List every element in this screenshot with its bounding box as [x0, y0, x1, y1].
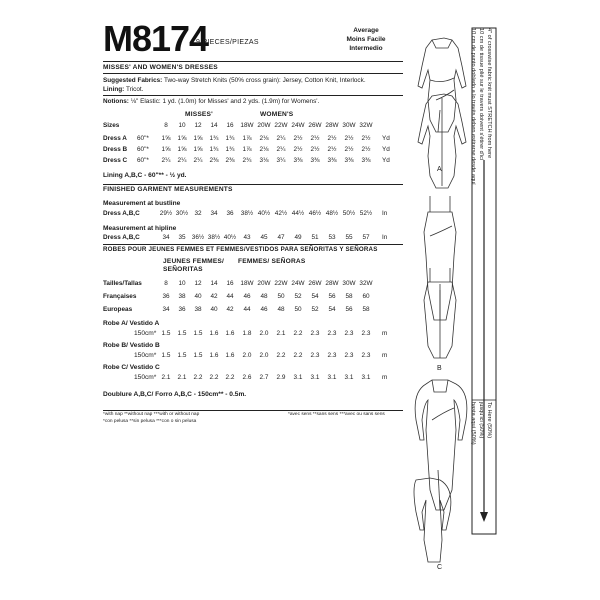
stretch-end-en: To Here (50%) [486, 402, 492, 439]
table-cell: 3⅛ [259, 157, 269, 164]
table-cell: 16 [226, 122, 234, 129]
table-cell: 18W [240, 122, 254, 129]
table-cell: 34 [162, 306, 170, 313]
unit-label: m [382, 374, 388, 381]
view-c-label-text: C [437, 564, 443, 571]
lining-text: Tricot. [125, 86, 144, 93]
misses-heading: MISSES' [185, 111, 213, 118]
footnote-es: *con pelusa **sin pelusa ***con o sin pelusa [103, 419, 197, 424]
table-cell: 52½ [359, 210, 373, 217]
table-cell: 1⅝ [161, 146, 171, 153]
table-cell: 1.5 [193, 352, 203, 359]
view-c-front-drawing [415, 380, 467, 510]
stretch-text-es: 10 cm de punto doblado a lo travès deben estirarse desde aquí [470, 28, 476, 185]
table-cell: 2½ [293, 146, 303, 153]
table-cell: 28W [325, 122, 339, 129]
table-cell: 3⅜ [344, 157, 354, 164]
table-cell: 2.3 [361, 352, 371, 359]
stretch-text-fr: 10 cm de tissue plié sur le travers doivent s'étirer d'ici [478, 28, 484, 161]
table-cell: 1.6 [209, 330, 219, 337]
table-cell: 60 [362, 293, 370, 300]
table-cell: 2.3 [327, 330, 337, 337]
table-cell: 12 [194, 122, 202, 129]
table-cell: 2½ [344, 135, 354, 142]
table-cell: 2¼ [161, 157, 171, 164]
table-cell: 1⅝ [177, 135, 187, 142]
table-cell: 50½ [342, 210, 356, 217]
stretch-end-es: hasta aquí (50%) [470, 402, 476, 445]
table-cell: 2½ [361, 146, 371, 153]
table-cell: 48 [277, 306, 285, 313]
robe-heading: Robe A/ Vestido A [103, 320, 160, 327]
table-cell: 2.1 [161, 374, 171, 381]
row-label: Dress A,B,C [103, 234, 140, 241]
womens-heading: WOMEN'S [260, 111, 294, 118]
table-cell: 2.2 [276, 352, 286, 359]
fabric-width: 150cm* [134, 374, 157, 381]
table-cell: 14 [210, 122, 218, 129]
table-cell: 2½ [293, 135, 303, 142]
table-cell: 2⅜ [209, 157, 219, 164]
table-cell: 1.5 [177, 352, 187, 359]
table-cell: 55 [345, 234, 353, 241]
table-cell: 22W [274, 122, 288, 129]
table-cell: 40½ [257, 210, 271, 217]
table-cell: 2.0 [259, 330, 269, 337]
robe-heading: Robe B/ Vestido B [103, 342, 160, 349]
table-cell: 46 [243, 293, 251, 300]
table-cell: 3⅜ [293, 157, 303, 164]
table-cell: 58 [345, 293, 353, 300]
suggested-fabrics-label: Suggested Fabrics: [103, 77, 163, 84]
table-cell: 36 [162, 293, 170, 300]
table-cell: 56 [345, 306, 353, 313]
table-cell: 2½ [361, 135, 371, 142]
stretch-end-fr: jusqu'ici (50%) [478, 402, 484, 439]
table-cell: 36½ [191, 234, 205, 241]
pattern-title: MISSES' AND WOMEN'S DRESSES [103, 64, 218, 71]
jeunes-femmes-heading: JEUNES FEMMES/ [163, 258, 225, 265]
table-cell: 1¾ [225, 146, 235, 153]
table-cell: 43 [243, 234, 251, 241]
senoritas-heading: SEÑORITAS [163, 266, 203, 273]
table-cell: 30W [342, 280, 356, 287]
table-cell: 45 [260, 234, 268, 241]
table-cell: 10 [178, 122, 186, 129]
table-cell: 24W [291, 280, 305, 287]
table-cell: 1⅝ [161, 135, 171, 142]
view-b-back-drawing [424, 268, 456, 358]
footnote-fr: *avec sens **sans sens ***avec ou sans sens [288, 412, 385, 417]
table-cell: 3⅜ [361, 157, 371, 164]
table-cell: 40 [194, 293, 202, 300]
view-b-label-text: B [437, 365, 442, 372]
table-cell: 46½ [308, 210, 322, 217]
table-cell: 38½ [240, 210, 254, 217]
table-cell: 3.1 [310, 374, 320, 381]
notions-label: Notions: [103, 98, 129, 105]
unit-label: m [382, 352, 388, 359]
table-cell: 3.1 [361, 374, 371, 381]
table-cell: 1.6 [225, 352, 235, 359]
table-cell: 34 [210, 210, 218, 217]
table-cell: 1⅝ [177, 146, 187, 153]
table-cell: 40½ [223, 234, 237, 241]
table-cell: 2.7 [259, 374, 269, 381]
table-cell: 47 [277, 234, 285, 241]
pattern-number: M8174 [103, 18, 209, 59]
table-cell: 1.5 [161, 330, 171, 337]
table-cell: 52 [311, 306, 319, 313]
table-cell: 51 [311, 234, 319, 241]
view-a-back-drawing [418, 94, 466, 188]
difficulty-es: Intermedio [349, 45, 383, 52]
difficulty-en: Average [353, 27, 379, 34]
table-cell: 42 [210, 293, 218, 300]
table-cell: 48 [260, 293, 268, 300]
table-cell: 1.5 [161, 352, 171, 359]
table-cell: 2.6 [242, 374, 252, 381]
hip-heading: Measurement at hipline [103, 225, 177, 232]
table-cell: 1⅞ [242, 146, 252, 153]
table-cell: 2¼ [276, 146, 286, 153]
table-cell: 38½ [207, 234, 221, 241]
lining-yardage: Lining A,B,C - 60"** - ½ yd. [103, 172, 187, 179]
table-cell: 1¾ [209, 146, 219, 153]
table-cell: 2½ [310, 146, 320, 153]
table-cell: 2½ [310, 135, 320, 142]
table-cell: 30W [342, 122, 356, 129]
table-cell: 2.1 [177, 374, 187, 381]
table-cell: 2.3 [327, 352, 337, 359]
table-cell: 14 [210, 280, 218, 287]
table-cell: 1.5 [193, 330, 203, 337]
table-cell: 32W [359, 122, 373, 129]
table-cell: 2.2 [293, 352, 303, 359]
table-cell: 2½ [327, 146, 337, 153]
table-cell: 2¼ [193, 157, 203, 164]
table-cell: 18W [240, 280, 254, 287]
fabric-width: 60"* [137, 157, 149, 164]
table-cell: 48½ [325, 210, 339, 217]
fabric-width: 150cm* [134, 330, 157, 337]
table-cell: 57 [362, 234, 370, 241]
table-cell: 3⅜ [327, 157, 337, 164]
table-cell: 16 [226, 280, 234, 287]
unit-label: In [382, 210, 388, 217]
table-cell: 56 [328, 293, 336, 300]
table-cell: 46 [260, 306, 268, 313]
table-cell: 35 [178, 234, 186, 241]
table-cell: 49 [294, 234, 302, 241]
bust-heading: Measurement at bustline [103, 200, 181, 207]
table-cell: 20W [257, 280, 271, 287]
table-cell: 1⅞ [242, 135, 252, 142]
robe-heading: Robe C/ Vestido C [103, 364, 160, 371]
unit-label: Yd [382, 146, 390, 153]
row-label: Dress A [103, 135, 127, 142]
table-cell: 1.5 [177, 330, 187, 337]
table-cell: 2½ [327, 135, 337, 142]
table-cell: 8 [164, 122, 168, 129]
table-cell: 1¾ [225, 135, 235, 142]
row-label: Tailles/Tallas [103, 280, 142, 287]
unit-label: m [382, 330, 388, 337]
table-cell: 40 [210, 306, 218, 313]
table-cell: 2½ [344, 146, 354, 153]
table-cell: 32W [359, 280, 373, 287]
notions-text: ⅛" Elastic: 1 yd. (1.0m) for Misses' and 2 yds. (1.9m) for Womens'. [130, 98, 320, 105]
table-cell: 36 [226, 210, 234, 217]
table-cell: 2.3 [310, 330, 320, 337]
table-cell: 32 [194, 210, 202, 217]
table-cell: 1⅝ [193, 135, 203, 142]
row-label: Europeas [103, 306, 133, 313]
table-cell: 10 [178, 280, 186, 287]
view-c-back-drawing [414, 478, 451, 562]
table-cell: 54 [311, 293, 319, 300]
table-cell: 2.3 [344, 352, 354, 359]
table-cell: 2.0 [242, 352, 252, 359]
table-cell: 2.3 [310, 352, 320, 359]
table-cell: 44 [226, 293, 234, 300]
table-cell: 30½ [175, 210, 189, 217]
row-label: Dress B [103, 146, 128, 153]
table-cell: 44 [243, 306, 251, 313]
table-cell: 2.0 [259, 352, 269, 359]
table-cell: 3¼ [276, 157, 286, 164]
table-cell: 58 [362, 306, 370, 313]
table-cell: 53 [328, 234, 336, 241]
table-cell: 38 [194, 306, 202, 313]
stretch-text-en: 4" of crosswise fabric knit must STRETCH from here [486, 28, 492, 159]
unit-label: Yd [382, 157, 390, 164]
table-cell: 3.1 [327, 374, 337, 381]
table-cell: 44½ [291, 210, 305, 217]
table-cell: 2¼ [276, 135, 286, 142]
table-cell: 50 [294, 306, 302, 313]
fabric-width: 150cm* [134, 352, 157, 359]
fabric-width: 60"* [137, 146, 149, 153]
row-label: Françaises [103, 293, 137, 300]
fabric-width: 60"* [137, 135, 149, 142]
table-cell: 26W [308, 280, 322, 287]
table-cell: 3.1 [293, 374, 303, 381]
doublure-yardage: Doublure A,B,C/ Forro A,B,C - 150cm** - 0.5m. [103, 391, 247, 398]
stretch-arrow-icon [480, 512, 488, 522]
suggested-fabrics-text: Two-way Stretch Knits (50% cross grain): Jersey, Cotton Knit, Interlock. [163, 77, 366, 84]
table-cell: 2.1 [276, 330, 286, 337]
table-cell: 2¼ [177, 157, 187, 164]
table-cell: 36 [178, 306, 186, 313]
unit-label: Yd [382, 135, 390, 142]
table-cell: 1⅝ [193, 146, 203, 153]
unit-label: In [382, 234, 388, 241]
table-cell: 3⅜ [310, 157, 320, 164]
table-cell: 8 [164, 280, 168, 287]
table-cell: 2.2 [225, 374, 235, 381]
row-label: Sizes [103, 122, 120, 129]
table-cell: 1¾ [209, 135, 219, 142]
table-cell: 2.2 [209, 374, 219, 381]
table-cell: 28W [325, 280, 339, 287]
table-cell: 42½ [274, 210, 288, 217]
table-cell: 12 [194, 280, 202, 287]
table-cell: 2.2 [193, 374, 203, 381]
french-title: ROBES POUR JEUNES FEMMES ET FEMMES/VESTIDOS PARA SEÑORITAS Y SEÑORAS [103, 246, 378, 253]
pieces-count: 9 PIECES/PIEZAS [196, 39, 259, 46]
table-cell: 22W [274, 280, 288, 287]
table-cell: 2⅛ [259, 135, 269, 142]
table-cell: 52 [294, 293, 302, 300]
row-label: Dress A,B,C [103, 210, 140, 217]
table-cell: 34 [162, 234, 170, 241]
table-cell: 3.1 [344, 374, 354, 381]
view-a-label-text: A [437, 166, 442, 173]
table-cell: 24W [291, 122, 305, 129]
table-cell: 2⅛ [259, 146, 269, 153]
row-label: Dress C [103, 157, 128, 164]
table-cell: 1.6 [209, 352, 219, 359]
table-cell: 26W [308, 122, 322, 129]
table-cell: 1.8 [242, 330, 252, 337]
femmes-heading: FEMMES/ SEÑORAS [238, 258, 306, 265]
table-cell: 2⅜ [225, 157, 235, 164]
table-cell: 2.3 [344, 330, 354, 337]
lining-label: Lining: [103, 86, 125, 93]
table-cell: 1.6 [225, 330, 235, 337]
table-cell: 42 [226, 306, 234, 313]
table-cell: 2¾ [242, 157, 252, 164]
finished-title: FINISHED GARMENT MEASUREMENTS [103, 186, 233, 193]
table-cell: 20W [257, 122, 271, 129]
table-cell: 2.9 [276, 374, 286, 381]
table-cell: 54 [328, 306, 336, 313]
table-cell: 38 [178, 293, 186, 300]
table-cell: 2.2 [293, 330, 303, 337]
table-cell: 2.3 [361, 330, 371, 337]
table-cell: 50 [277, 293, 285, 300]
table-cell: 29½ [159, 210, 173, 217]
footnote-en: *with nap **without nap ***with or without nap [103, 412, 200, 417]
difficulty-fr: Moins Facile [346, 36, 386, 43]
